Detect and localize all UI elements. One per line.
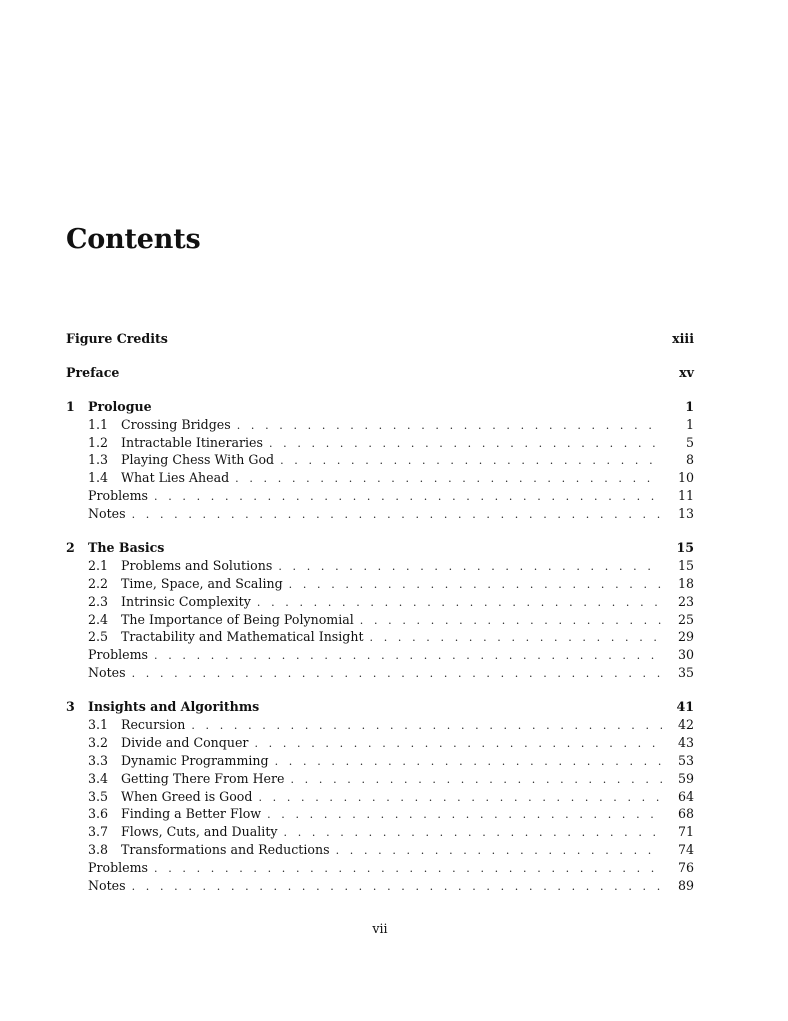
section-title: Crossing Bridges — [121, 416, 231, 432]
section-title: Flows, Cuts, and Duality — [121, 824, 278, 840]
toc-extra-notes — [66, 505, 694, 523]
extra-page: 30 — [677, 647, 694, 663]
section-number: 1.2 — [88, 434, 109, 450]
dot-leader — [132, 665, 662, 683]
section-page: 10 — [677, 470, 694, 486]
section-number: 3.2 — [88, 734, 109, 750]
extra-title: Problems — [88, 860, 149, 876]
chapter-title: The Basics — [88, 540, 165, 556]
section-page: 25 — [677, 611, 694, 627]
extra-page: 76 — [677, 860, 694, 876]
toc-section — [66, 770, 694, 788]
section-number: 1.1 — [88, 416, 109, 432]
section-title: Transformations and Reductions — [121, 842, 330, 858]
toc-section — [66, 434, 694, 452]
toc-extra-problems — [66, 646, 694, 664]
section-number: 2.2 — [88, 575, 109, 591]
section-page: 68 — [677, 806, 694, 822]
section-title: Playing Chess With God — [121, 452, 275, 468]
toc-extra-notes — [66, 664, 694, 682]
section-page: 29 — [677, 629, 694, 645]
extra-page: 35 — [677, 665, 694, 681]
chapter-number: 1 — [66, 398, 75, 414]
section-number: 3.1 — [88, 717, 109, 733]
section-title: Dynamic Programming — [121, 752, 269, 768]
toc-section — [66, 628, 694, 646]
extra-title: Notes — [88, 665, 126, 681]
section-title: Time, Space, and Scaling — [121, 575, 283, 591]
extra-page: 89 — [677, 878, 694, 894]
chapter-number: 2 — [66, 540, 75, 556]
section-page: 1 — [685, 416, 694, 432]
dot-leader — [235, 470, 662, 488]
section-page: 59 — [677, 770, 694, 786]
toc-section — [66, 593, 694, 611]
dot-leader — [154, 488, 662, 506]
dot-leader — [267, 806, 662, 824]
dot-leader — [336, 842, 662, 860]
section-title: Finding a Better Flow — [121, 806, 262, 822]
dot-leader — [254, 735, 662, 753]
section-page: 5 — [685, 434, 694, 450]
extra-title: Problems — [88, 488, 149, 504]
dot-leader — [289, 576, 662, 594]
dot-leader — [154, 860, 662, 878]
dot-leader — [132, 878, 662, 896]
toc-entry-figure-credits — [66, 330, 694, 348]
section-title: Problems and Solutions — [121, 557, 273, 573]
toc-section — [66, 451, 694, 469]
dot-leader — [154, 647, 662, 665]
chapter-title: Insights and Algorithms — [88, 699, 260, 715]
section-number: 2.5 — [88, 629, 109, 645]
section-title: Recursion — [121, 717, 186, 733]
section-page: 53 — [677, 752, 694, 768]
dot-leader — [360, 612, 662, 630]
section-page: 42 — [677, 717, 694, 733]
section-number: 2.4 — [88, 611, 109, 627]
toc-section — [66, 805, 694, 823]
section-number: 1.4 — [88, 470, 109, 486]
section-page: 8 — [685, 452, 694, 468]
section-page: 15 — [677, 557, 694, 573]
section-page: 64 — [677, 788, 694, 804]
toc-section — [66, 734, 694, 752]
section-number: 3.7 — [88, 824, 109, 840]
chapter-number: 3 — [66, 699, 75, 715]
dot-leader — [191, 717, 662, 735]
page-number: vii — [372, 921, 388, 936]
section-page: 43 — [677, 734, 694, 750]
toc-chapter — [66, 539, 694, 557]
entry-title: Figure Credits — [66, 331, 168, 346]
toc-section — [66, 752, 694, 770]
section-number: 3.6 — [88, 806, 109, 822]
section-page: 74 — [677, 842, 694, 858]
dot-leader — [290, 771, 662, 789]
extra-page: 11 — [677, 488, 694, 504]
section-title: When Greed is Good — [121, 788, 253, 804]
toc-section — [66, 841, 694, 859]
dot-leader — [370, 629, 662, 647]
dot-leader — [278, 558, 662, 576]
toc-chapter — [66, 698, 694, 716]
dot-leader — [258, 789, 662, 807]
toc-section — [66, 823, 694, 841]
toc-section — [66, 575, 694, 593]
extra-title: Problems — [88, 647, 149, 663]
chapter-page: 1 — [685, 398, 694, 414]
extra-page: 13 — [677, 506, 694, 522]
toc-extra-problems — [66, 487, 694, 505]
section-title: The Importance of Being Polynomial — [121, 611, 354, 627]
chapter-page: 41 — [676, 699, 694, 715]
extra-title: Notes — [88, 878, 126, 894]
section-number: 2.3 — [88, 593, 109, 609]
toc-extra-notes — [66, 877, 694, 895]
toc-section — [66, 611, 694, 629]
section-page: 71 — [677, 824, 694, 840]
entry-title: Preface — [66, 364, 120, 380]
chapter-page: 15 — [676, 540, 694, 556]
toc-section — [66, 469, 694, 487]
section-number: 3.5 — [88, 788, 109, 804]
entry-page: xiii — [672, 331, 694, 346]
dot-leader — [237, 417, 662, 435]
section-number: 3.3 — [88, 752, 109, 768]
toc-extra-problems — [66, 859, 694, 877]
section-title: What Lies Ahead — [121, 470, 230, 486]
toc-entry-preface — [66, 364, 694, 382]
extra-title: Notes — [88, 506, 126, 522]
toc-section — [66, 716, 694, 734]
toc-section — [66, 788, 694, 806]
section-title: Getting There From Here — [121, 770, 285, 786]
toc-chapter — [66, 398, 694, 416]
section-page: 18 — [677, 575, 694, 591]
chapter-title: Prologue — [88, 398, 152, 414]
toc-section — [66, 557, 694, 575]
section-title: Intractable Itineraries — [121, 434, 263, 450]
table-of-contents — [66, 330, 694, 895]
section-number: 3.8 — [88, 842, 109, 858]
section-title: Divide and Conquer — [121, 734, 249, 750]
dot-leader — [275, 753, 662, 771]
toc-section — [66, 416, 694, 434]
page-title: Contents — [66, 224, 201, 255]
section-number: 1.3 — [88, 452, 109, 468]
section-title: Intrinsic Complexity — [121, 593, 251, 609]
dot-leader — [132, 506, 662, 524]
dot-leader — [284, 824, 662, 842]
entry-page: xv — [679, 364, 694, 380]
section-number: 3.4 — [88, 770, 109, 786]
dot-leader — [269, 435, 662, 453]
section-page: 23 — [677, 593, 694, 609]
section-title: Tractability and Mathematical Insight — [121, 629, 364, 645]
dot-leader — [257, 594, 662, 612]
dot-leader — [280, 452, 662, 470]
section-number: 2.1 — [88, 557, 109, 573]
